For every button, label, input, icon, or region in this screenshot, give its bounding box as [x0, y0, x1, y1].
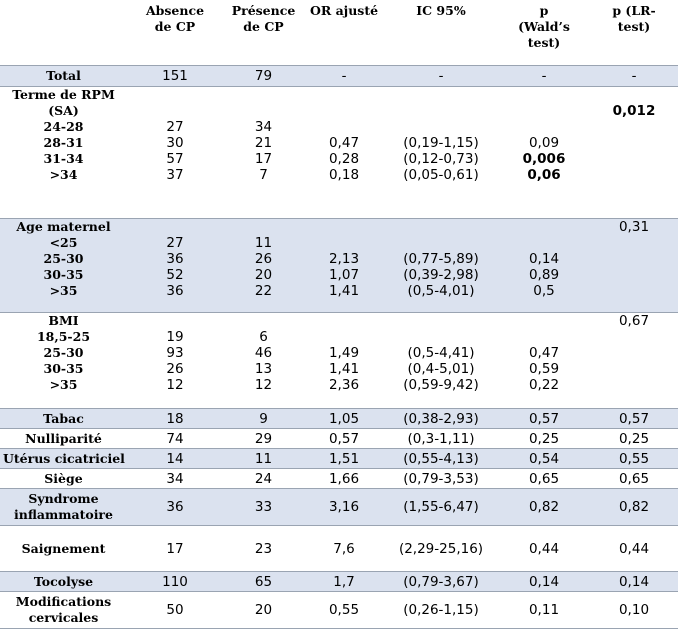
value: (0,05-0,61): [403, 167, 479, 183]
category-label: 24-28: [43, 119, 84, 134]
value: 0,06: [527, 167, 561, 183]
cell-ic: (0,79-3,53): [403, 470, 479, 487]
value: 36: [166, 283, 184, 299]
value: [501, 235, 587, 251]
header-or-ajuste: OR ajusté: [309, 3, 379, 18]
cell-absence: [127, 219, 223, 313]
value: 12: [166, 377, 184, 393]
row-label: [0, 526, 127, 572]
value: 20: [254, 267, 273, 283]
spacer: [501, 87, 587, 103]
cell-p-lr: 0,25: [618, 430, 650, 447]
cell-p-lr: 0,65: [618, 470, 650, 487]
cell-p-lr: 0,57: [618, 410, 650, 427]
group-title: Terme de RPM: [12, 87, 115, 102]
cell-p-lr: 0,55: [618, 450, 650, 467]
value: 93: [166, 345, 184, 361]
cell-presence: 33: [254, 499, 273, 515]
value: 0,22: [528, 377, 560, 393]
cell-presence: 79: [254, 68, 273, 84]
value: [501, 329, 587, 345]
cell-ic: (2,29-25,16): [398, 540, 484, 557]
spacer: [130, 313, 220, 329]
spacer: [226, 87, 301, 103]
row-label-line: inflammatoire: [14, 507, 113, 522]
cell-presence: 65: [254, 573, 273, 590]
row-label: [0, 429, 127, 449]
value: [387, 329, 495, 345]
cell-or: 1,66: [328, 470, 360, 487]
cell-or: 7,6: [333, 540, 355, 557]
value: (0,77-5,89): [403, 251, 479, 267]
value: 1,41: [328, 361, 360, 377]
cell-or: [304, 219, 384, 313]
cell-ic: (0,3-1,11): [407, 430, 475, 447]
value: 2,13: [328, 251, 360, 267]
spacer: [593, 87, 675, 103]
table-row: [0, 429, 678, 449]
spacer: [226, 313, 301, 329]
row-label-line: cervicales: [28, 610, 99, 625]
value: 52: [166, 267, 184, 283]
row-label: [0, 409, 127, 429]
cell-p-lr: -: [631, 68, 637, 84]
spacer: [387, 313, 495, 329]
value: (0,59-9,42): [403, 377, 479, 393]
cell-absence: 110: [162, 573, 188, 590]
table-row: [0, 572, 678, 592]
value: 17: [254, 151, 273, 167]
cell-p-lr: [590, 313, 678, 409]
cell-or: 3,16: [328, 499, 360, 515]
value: (0,5-4,41): [407, 345, 475, 361]
group-title: BMI: [48, 313, 79, 328]
value: 13: [254, 361, 273, 377]
category-label: >34: [49, 167, 78, 182]
category-label: 30-35: [43, 267, 84, 282]
row-label-line: Saignement: [21, 540, 106, 556]
header-ic95: IC 95%: [416, 3, 466, 18]
cell-presence: 23: [254, 540, 273, 557]
table-row: [0, 489, 678, 526]
cell-p-wald: 0,25: [528, 430, 560, 447]
value: 36: [166, 251, 184, 267]
row-label-line: Nulliparité: [25, 430, 102, 446]
cell-presence: 9: [259, 410, 268, 427]
value: 21: [254, 135, 273, 151]
group-title: (SA): [48, 103, 79, 118]
cell-ic: (0,26-1,15): [403, 602, 479, 618]
cell-absence: 36: [166, 499, 184, 515]
row-label-line: Utérus cicatriciel: [3, 450, 125, 466]
cell-absence: 151: [162, 68, 188, 84]
value: 0,47: [528, 345, 560, 361]
cell-p-wald: 0,54: [528, 450, 560, 467]
value: 22: [254, 283, 273, 299]
cell-presence: [223, 219, 304, 313]
spacer: [226, 219, 301, 235]
value: [307, 329, 381, 345]
cell-ic: -: [438, 68, 444, 84]
header-presence-cp: Présence de CP: [231, 3, 296, 34]
spacer: [387, 87, 495, 103]
cell-p-wald: -: [541, 68, 547, 84]
value: 2,36: [328, 377, 360, 393]
value: [387, 119, 495, 135]
row-label: Total: [46, 68, 81, 83]
table-row: [0, 449, 678, 469]
row-label: [0, 449, 127, 469]
cell-or: 0,57: [328, 430, 360, 447]
value: [307, 235, 381, 251]
header-p-lr: p (LR- test): [612, 3, 656, 34]
value: 27: [166, 119, 184, 135]
category-label: 28-31: [43, 135, 84, 150]
header-empty: [0, 0, 127, 66]
cell-presence: 29: [254, 430, 273, 447]
value: 0,14: [528, 251, 560, 267]
cell-absence: 74: [166, 430, 184, 447]
value: 12: [254, 377, 273, 393]
value: (0,12-0,73): [403, 151, 479, 167]
cell-presence: 24: [254, 470, 273, 487]
cell-or: 1,7: [333, 573, 355, 590]
value: 0,18: [328, 167, 360, 183]
value: [501, 119, 587, 135]
value: 0,28: [328, 151, 360, 167]
cell-ic: [384, 219, 498, 313]
category-label: 30-35: [43, 361, 84, 376]
cell-presence: 11: [254, 450, 273, 467]
value: 30: [166, 135, 184, 151]
table-row: [0, 409, 678, 429]
cell-p-wald: [498, 313, 590, 409]
cell-absence: [127, 87, 223, 219]
value: (0,39-2,98): [403, 267, 479, 283]
table-group-row: [0, 87, 678, 219]
cell-ic: (0,79-3,67): [403, 573, 479, 590]
cell-p-wald: 0,57: [528, 410, 560, 427]
spacer: [387, 103, 495, 119]
cell-p-wald: [498, 87, 590, 219]
row-label-line: Modifications: [15, 594, 112, 609]
value: 0,012: [612, 103, 656, 119]
value: 0,5: [533, 283, 555, 299]
cell-or: 1,05: [328, 410, 360, 427]
value: 0,89: [528, 267, 560, 283]
value: 0,67: [618, 313, 650, 329]
value: (0,19-1,15): [403, 135, 479, 151]
cell-absence: [127, 313, 223, 409]
table-row: [0, 469, 678, 489]
value: [307, 119, 381, 135]
header-row: [0, 0, 678, 66]
cell-p-wald: [498, 219, 590, 313]
cell-or: [304, 87, 384, 219]
spacer: [501, 103, 587, 119]
category-label: >35: [49, 283, 78, 298]
cell-p-wald: 0,11: [528, 602, 560, 618]
value: 1,49: [328, 345, 360, 361]
cell-p-lr: 0,14: [618, 573, 650, 590]
value: (0,4-5,01): [407, 361, 475, 377]
spacer: [387, 219, 495, 235]
cell-or: 1,51: [328, 450, 360, 467]
group-label: [0, 219, 127, 313]
value: 11: [254, 235, 273, 251]
category-label: <25: [49, 235, 78, 250]
cell-or: [304, 313, 384, 409]
group-label: [0, 313, 127, 409]
table-row: [0, 592, 678, 629]
value: 0,09: [528, 135, 560, 151]
group-label: [0, 87, 127, 219]
header-p-wald: p (Wald’s test): [518, 3, 570, 50]
spacer: [501, 313, 587, 329]
category-label: >35: [49, 377, 78, 392]
cell-absence: 14: [166, 450, 184, 467]
spacer: [226, 103, 301, 119]
value: 6: [259, 329, 268, 345]
value: 34: [254, 119, 273, 135]
cell-p-lr: 0,10: [618, 602, 650, 618]
table-group-row: [0, 219, 678, 313]
cell-presence: 20: [254, 602, 273, 618]
category-label: 31-34: [43, 151, 84, 166]
spacer: [130, 219, 220, 235]
row-label-line: Tocolyse: [33, 573, 94, 589]
row-label-line: Siège: [44, 470, 83, 486]
cell-absence: 50: [166, 602, 184, 618]
spacer: [307, 313, 381, 329]
category-label: 25-30: [43, 345, 84, 360]
cell-or: -: [341, 68, 347, 84]
value: 0,006: [522, 151, 566, 167]
value: 37: [166, 167, 184, 183]
category-label: 18,5-25: [36, 329, 91, 344]
value: 0,31: [618, 219, 650, 235]
value: 46: [254, 345, 273, 361]
cell-p-wald: 0,14: [528, 573, 560, 590]
value: 1,07: [328, 267, 360, 283]
cell-p-wald: 0,65: [528, 470, 560, 487]
value: 1,41: [328, 283, 360, 299]
spacer: [501, 219, 587, 235]
row-label: [0, 489, 127, 526]
value: 57: [166, 151, 184, 167]
value: [387, 235, 495, 251]
cell-p-lr: 0,82: [618, 499, 650, 515]
value: (0,5-4,01): [407, 283, 475, 299]
spacer: [307, 103, 381, 119]
cell-p-wald: 0,82: [528, 499, 560, 515]
cell-ic: [384, 313, 498, 409]
cell-absence: 18: [166, 410, 184, 427]
cell-presence: [223, 87, 304, 219]
value: 26: [166, 361, 184, 377]
value: 0,47: [328, 135, 360, 151]
cell-ic: [384, 87, 498, 219]
row-label-line: Syndrome: [28, 491, 99, 506]
cell-absence: 17: [166, 540, 184, 557]
cell-p-lr: [590, 87, 678, 219]
cell-ic: (0,55-4,13): [403, 450, 479, 467]
group-title: Age maternel: [16, 219, 111, 234]
cell-p-lr: 0,44: [618, 540, 650, 557]
category-label: 25-30: [43, 251, 84, 266]
row-label: [0, 572, 127, 592]
cell-ic: (0,38-2,93): [403, 410, 479, 427]
spacer: [307, 87, 381, 103]
spacer: [130, 103, 220, 119]
header-absence-cp: Absence de CP: [145, 3, 205, 34]
value: 0,59: [528, 361, 560, 377]
table-row: [0, 526, 678, 572]
table-group-row: [0, 313, 678, 409]
row-label: [0, 592, 127, 629]
spacer: [307, 219, 381, 235]
value: 19: [166, 329, 184, 345]
value: 7: [259, 167, 268, 183]
cell-presence: [223, 313, 304, 409]
table-row-total: [0, 66, 678, 87]
cell-ic: (1,55-6,47): [403, 499, 479, 515]
value: 27: [166, 235, 184, 251]
value: 26: [254, 251, 273, 267]
cell-absence: 34: [166, 470, 184, 487]
row-label-line: Tabac: [43, 410, 84, 426]
row-label: [0, 469, 127, 489]
cell-or: 0,55: [328, 602, 360, 618]
cell-p-wald: 0,44: [528, 540, 560, 557]
spacer: [130, 87, 220, 103]
cell-p-lr: [590, 219, 678, 313]
